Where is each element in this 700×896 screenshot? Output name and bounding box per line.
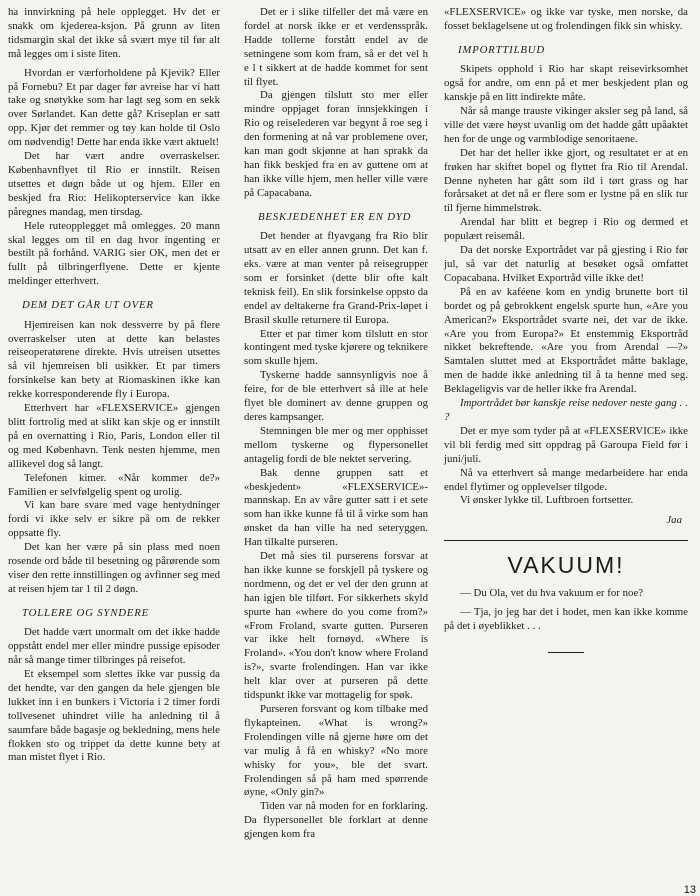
paragraph: Etter et par timer kom tilslutt en stor kontingent med tyske kjørere og teknikere som skulle hjem. — [244, 327, 428, 368]
paragraph: Det hender at flyavgang fra Rio blir utsatt av en eller annen grunn. Det kan f. eks. være at man venter på reisegrupper som er forsinket (dette blir ofte kalt teknisk feil). En slik forsinkelse oppsto da endel av deltakerne fra Grand-Prix-løpet i Brasil skulle returnere til Europa. — [244, 230, 428, 326]
page-number: 13 — [683, 884, 696, 896]
paragraph: Vi kan bare svare med vage hentydninger fordi vi ikke selv er sikre på om de rekker oppsatte fly. — [8, 499, 220, 540]
paragraph: Det har vært andre overraskelser. Københavnflyet til Rio er innstilt. Reisen utsettes et døgn både ut og hjem. Eller en beskjed fra Rio: Helikopterservice kan ikke påregnes mandag, men tirsdag. — [8, 150, 220, 218]
paragraph: Tiden var nå moden for en forklaring. Da flypersonellet ble forklart at denne gjengen kom fra — [244, 800, 428, 841]
paragraph: Vi ønsker lykke til. Luftbroen fortsetter. — [460, 494, 634, 507]
author-signature: Jaa — [666, 514, 682, 527]
paragraph: Importrådet bør kanskje reise nedover neste gang . . ? — [444, 397, 688, 423]
section-heading: DEM DET GÅR UT OVER — [22, 299, 154, 312]
section-heading: BESKJEDENHET ER EN DYD — [258, 210, 412, 223]
paragraph: Arendal har blitt et begrep i Rio og dermed et populært reisemål. — [444, 216, 688, 243]
paragraph: Det kan her være på sin plass med noen rosende ord både til besetning og pårørende som viser den rette innstillingen og avfinner seg med at reisen hjem tar 1 til 2 døgn. — [8, 541, 220, 595]
paragraph: Bak denne gruppen satt et «beskjedent» «FLEXSERVICE»-mannskap. En av våre gutter satt i et sete som han ikke kunne få til å virke som han ønsket da han ville ha ned seteryggen. Han tilkalte purseren. — [244, 466, 428, 549]
column-middle — [244, 6, 428, 842]
joke-line: — Tja, jo jeg har det i hodet, men kan ikke komme på det i øyeblikket . . . — [444, 606, 688, 633]
paragraph: Da det norske Exportrådet var på gjesting i Rio før jul, så var det naturlig at besøket også omfattet Copacabana. Hvilket Exportråd ville ikke det! — [444, 244, 688, 284]
joke-line: — Du Ola, vet du hva vakuum er for noe? — [460, 587, 644, 600]
paragraph: Nå va etterhvert så mange medarbeidere har enda endel flytimer og opplevelser tilgode. — [444, 466, 688, 493]
box-title: VAKUUM! — [507, 552, 625, 579]
paragraph: Det er i slike tilfeller det må være en fordel at norsk ikke er et verdensspråk. Hadde tollerne forstått endel av de setningene som kom fram, så er det vel h e l t sikkert at de hadde kommet for sent til flyet. — [244, 6, 428, 88]
paragraph: Når så mange trauste vikinger aksler seg på land, så ville det være høyst uvanlig om det hadde gått upåaktet hen for de unge og varmblodige senoritaene. — [444, 105, 688, 145]
paragraph: Da gjengen tilslutt sto mer eller mindre oppjaget foran innsjekkingen i Rio og reiselederen var begynt å roe seg i den formening at nå var problemene over, kan man godt skjønne at han sprakk da han fikk beskjed fra en av guttene om at han ikke ville hjem, men heller ville være på Capacabana. — [244, 89, 428, 199]
paragraph: Et eksempel som slettes ikke var pussig da det hendte, var den gangen da hele gjengen ble lukket inn i en bunkers i Victoria i 2 timer fordi tollvesenet uhindret ville ha anledning til å saumfare både bagasje og bekledning, mens hele flokken sto og trippet da dette kunne bety at man mistet flyet i Rio. — [8, 667, 220, 764]
paragraph: Det må sies til purserens forsvar at han ikke kunne se forskjell på tyskere og nordmenn, og det er vel der den grunn at han igjen ble tilført. For sikkerhets skyld spurte han «where do you come from?» «From Froland, svarte gutten. Purseren var ikke helt fornøyd. «Where is Froland». «You don't know where Froland is?», svarte frolendingen. Han var ikke helt klar over at purseren på dette tidspunkt ikke var mottagelig for spøk. — [244, 550, 428, 702]
paragraph: Etterhvert har «FLEXSERVICE» gjengen blitt fortrolig med at slikt kan skje og er innstilt på en overnatting i Rio, Paris, London eller til og med København. Tenk nesten hjemme, men allikevel dog så langt. — [8, 402, 220, 470]
paragraph: Det har det heller ikke gjort, og resultatet er at en frøken har skiftet bopel og flyttet fra Rio til Arendal. Denne nyheten har gått som ild i tørt grass og har forårsaket at det nå er flere som er lystne på en slik tur til fjerne himmelstrøk. — [444, 146, 688, 215]
paragraph: Stemningen ble mer og mer opphisset mellom tyskerne og flypersonellet antagelig fordi de ble nektet servering. — [244, 424, 428, 465]
paragraph: Tyskerne hadde sannsynligvis noe å feire, for de ble etterhvert så ille at hele flyet ble dominert av denne gruppen og deres kampsanger. — [244, 369, 428, 423]
paragraph: Hjemreisen kan nok dessverre by på flere overraskelser uten at dette kan belastes reiseoperatørene direkte. Hvis utreisen utsettes så vil hjemreisen bli usikker. Et par timers forsinkelse kan bety at Riomaskinen ikke kan rekke korresponderende fly i Europa. — [8, 318, 220, 401]
paragraph: Hvordan er værforholdene på Kjevik? Eller på Fornebu? Et par dager før avreise har vi hatt take og snøtykke som har lagt seg som en sekk over Sørlandet. Kan dette gå? Kriseplan er satt opp. Kjør det remmer og tøy kan holde til Oslo om nødvendig! Dette har enda ikke vært aktuelt! — [8, 66, 220, 149]
divider — [444, 540, 688, 541]
section-heading: IMPORTTILBUD — [458, 43, 545, 56]
paragraph: På en av kaféene kom en yndig brunette bort til bordet og på gebrokkent engelsk spurte hun, «Are you American?» Eksportrådet svarte nei, det var de ikke. «Are you from Europa?» Et enstemmig Eksportråd nikket bekreftende. «Are you from Arendal —?» Samtalen sluttet med at Eksportrådet måtte baklage, men de hadde ikke anledning til å ta henne med seg. Beklageligvis var de heller ikke fra Arendal. — [444, 285, 688, 396]
paragraph: Det hadde vært unormalt om det ikke hadde oppstått endel mer eller mindre pussige episoder når så mange timer tilbringes på reisefot. — [8, 626, 220, 667]
paragraph: Det er mye som tyder på at «FLEXSERVICE» ikke vil bli ferdig med sitt oppdrag på Garoupa Field før i juni/juli. — [444, 424, 688, 465]
column-right — [444, 6, 688, 653]
paragraph: ha innvirkning på hele opplegget. Hv det er snakk om kjederea-ksjon. På grunn av liten tidsmargin skal det ikke så svært mye til før alt må legges om i siste liten. — [8, 6, 220, 60]
paragraph: Purseren forsvant og kom tilbake med flykapteinen. «What is wrong?» Frolendingen ville nå gjerne høre om det var mulig å få en whisky? «No more whisky for you», ble det svart. Frolendingen så på ham med spørrende øyne, «Only gin?» — [244, 703, 428, 799]
section-heading: TOLLERE OG SYNDERE — [22, 606, 149, 619]
paragraph: Skipets opphold i Rio har skapt reisevirksomhet også for andre, om enn på et mer beskjedent plan og kanskje på en litt indirekte måte. — [444, 63, 688, 104]
paragraph: Telefonen kimer. «Når kommer de?» Familien er selvfølgelig spent og urolig. — [8, 471, 220, 498]
paragraph: «FLEXSERVICE» og ikke var tyske, men norske, da fosset beklagelsene ut og frolendingen fikk sin whisky. — [444, 6, 688, 32]
paragraph: Hele ruteopplegget må omlegges. 20 mann skal legges om til en dag hvor ingenting er bestilt på forhånd. VARIG sier OK, men det er fullt på tilbringerflyene. Dette er kjente meldinger etterhvert. — [8, 219, 220, 288]
column-left — [8, 6, 220, 765]
divider — [548, 652, 584, 653]
